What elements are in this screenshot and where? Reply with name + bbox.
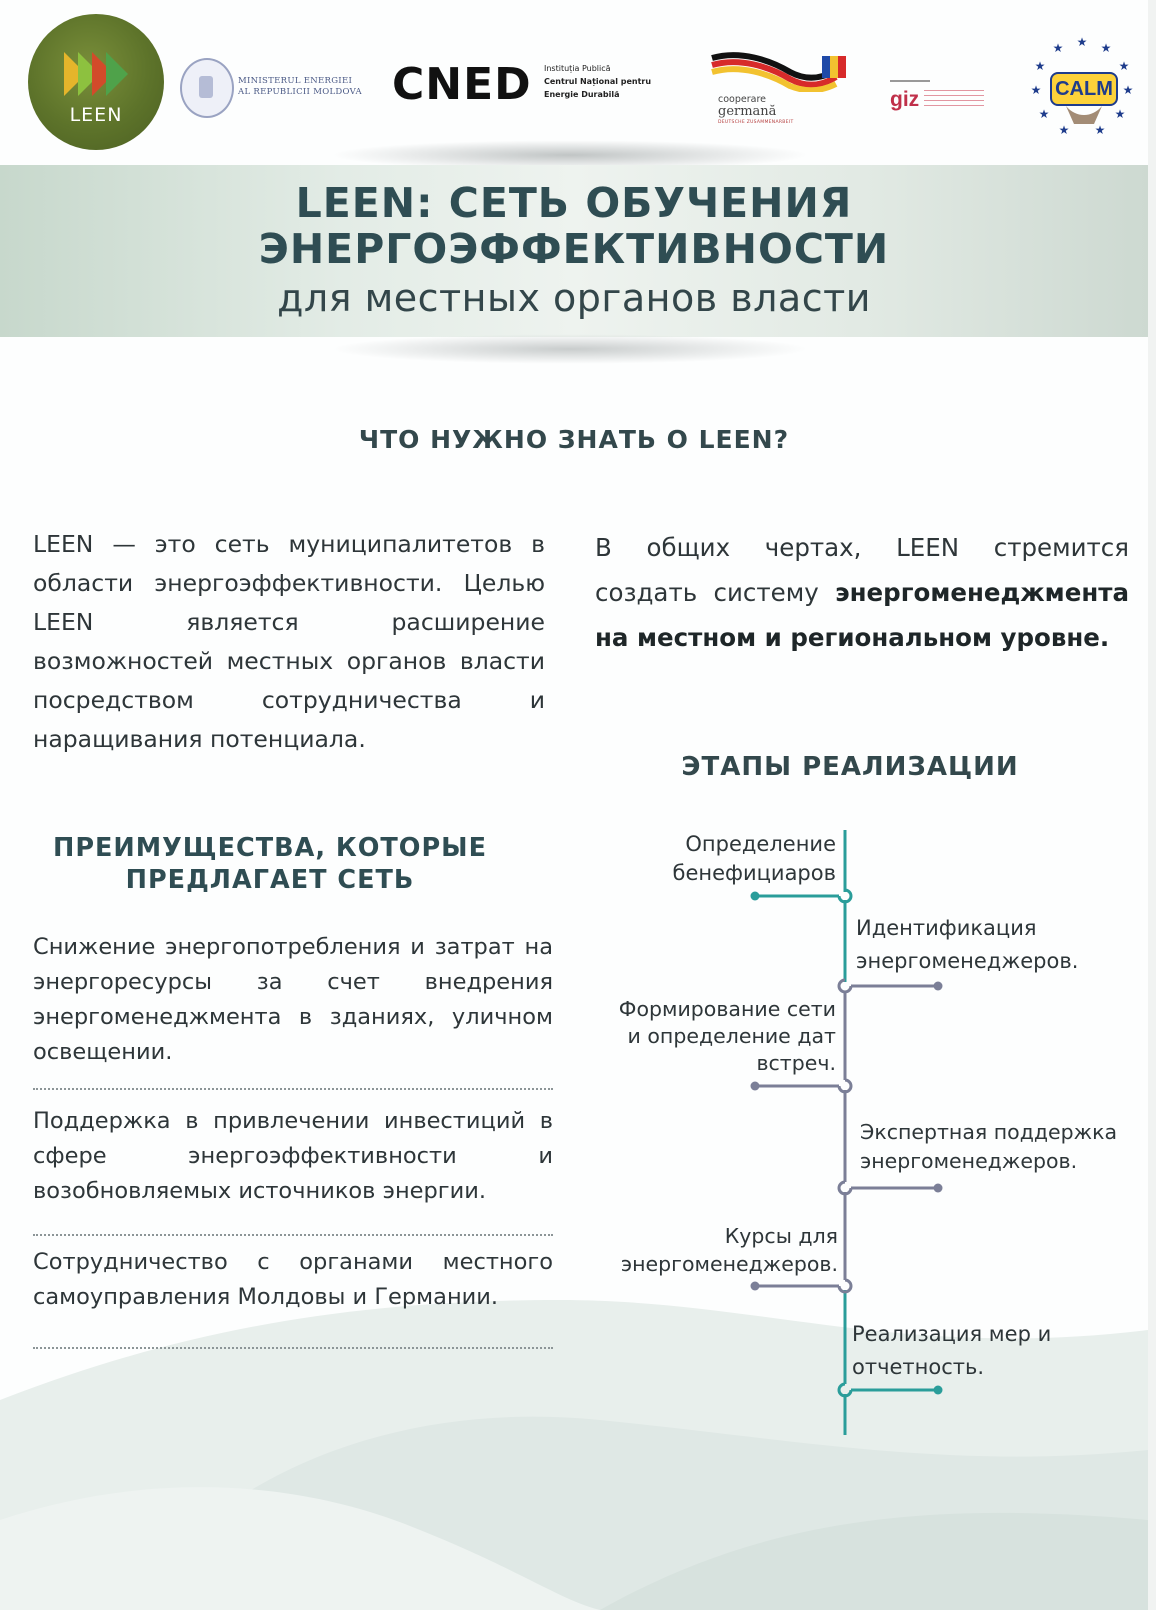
svg-text:★: ★ bbox=[1118, 59, 1130, 73]
chevron-icon bbox=[106, 52, 128, 96]
cned-logo bbox=[392, 59, 662, 112]
svg-text:★: ★ bbox=[1114, 107, 1126, 121]
ministry-name-line2: AL REPUBLICII MOLDOVA bbox=[238, 87, 362, 97]
stage-4: Экспертная поддержка энергоменеджеров. bbox=[860, 1120, 1118, 1173]
stages-heading: ЭТАПЫ РЕАЛИЗАЦИИ bbox=[681, 752, 1019, 782]
page-edge bbox=[1148, 0, 1156, 1610]
dotted-divider bbox=[33, 1347, 553, 1349]
svg-text:★: ★ bbox=[1034, 59, 1046, 73]
cned-line2: Centrul Național pentru bbox=[544, 77, 652, 86]
giz-mark: giz bbox=[890, 88, 920, 111]
dotted-divider bbox=[33, 1088, 553, 1090]
ministry-energy-logo bbox=[180, 58, 365, 118]
advantages-heading-line1: ПРЕИМУЩЕСТВА, КОТОРЫЕ bbox=[52, 833, 488, 863]
stage-5: Курсы для энергоменеджеров. bbox=[620, 1224, 838, 1276]
about-right-text bbox=[595, 525, 1129, 660]
germana-text: germană bbox=[718, 104, 777, 119]
advantages-heading bbox=[30, 832, 510, 896]
svg-text:★: ★ bbox=[1058, 123, 1070, 137]
advantage-item: Снижение энергопотребления и затрат на энергоресурсы за счет внедрения энергоменеджмента в зданиях, уличном освещении. bbox=[33, 934, 553, 1065]
about-right-normal: В общих чертах, LEEN стремится создать систему bbox=[595, 533, 1129, 607]
advantage-item: Сотрудничество с органами местного самоуправления Молдовы и Германии. bbox=[33, 1249, 553, 1310]
svg-text:★: ★ bbox=[1038, 107, 1050, 121]
cned-mark: CNED bbox=[392, 59, 532, 110]
advantages-heading-line2: ПРЕДЛАГАЕТ СЕТЬ bbox=[125, 865, 415, 895]
cned-line1: Instituția Publică bbox=[544, 64, 611, 73]
stage-6: Реализация мер и отчетность. bbox=[852, 1322, 1052, 1379]
svg-text:★: ★ bbox=[1122, 83, 1134, 97]
flags-wave-icon bbox=[710, 50, 850, 92]
svg-text:★: ★ bbox=[1052, 41, 1064, 55]
calm-mark: CALM bbox=[1050, 72, 1118, 106]
cooperare-germana-logo bbox=[710, 50, 850, 130]
stage-1: Определение бенефициаров bbox=[672, 832, 836, 885]
svg-text:★: ★ bbox=[1030, 83, 1042, 97]
svg-text:★: ★ bbox=[1094, 123, 1106, 137]
about-right-bold: энергоменеджмента на местном и региональном уровне. bbox=[595, 578, 1129, 652]
cooperare-text: cooperare bbox=[718, 94, 766, 105]
page-title-line2: ЭНЕРГОЭФФЕКТИВНОСТИ bbox=[258, 225, 890, 273]
coat-of-arms-icon bbox=[180, 58, 234, 118]
svg-text:★: ★ bbox=[1076, 35, 1088, 49]
stage-2: Идентификация энергоменеджеров. bbox=[856, 916, 1079, 973]
leen-logo bbox=[28, 14, 164, 150]
page-title-line1: LEEN: СЕТЬ ОБУЧЕНИЯ bbox=[295, 179, 853, 227]
giz-logo bbox=[890, 80, 990, 120]
deutsche-zusammenarbeit-text: DEUTSCHE ZUSAMMENARBEIT bbox=[718, 120, 794, 125]
about-left-text: LEEN — это сеть муниципалитетов в области энергоэффективности. Целью LEEN является расширение возможностей местных органов власти посредством сотрудничества и наращивания потенциала. bbox=[33, 530, 545, 753]
dotted-divider bbox=[33, 1234, 553, 1236]
ministry-name-line1: MINISTERUL ENERGIEI bbox=[238, 76, 353, 86]
advantage-item: Поддержка в привлечении инвестиций в сфере энергоэффективности и возобновляемых источников энергии. bbox=[33, 1108, 553, 1204]
leen-logo-text: LEEN bbox=[69, 104, 123, 126]
page-subtitle: для местных органов власти bbox=[277, 276, 871, 320]
svg-text:★: ★ bbox=[1100, 41, 1112, 55]
stage-3: Формирование сети и определение дат встреч. bbox=[618, 997, 836, 1075]
about-heading: ЧТО НУЖНО ЗНАТЬ О LEEN? bbox=[358, 425, 790, 454]
calm-logo bbox=[1030, 34, 1134, 138]
cned-line3: Energie Durabilă bbox=[544, 90, 620, 99]
